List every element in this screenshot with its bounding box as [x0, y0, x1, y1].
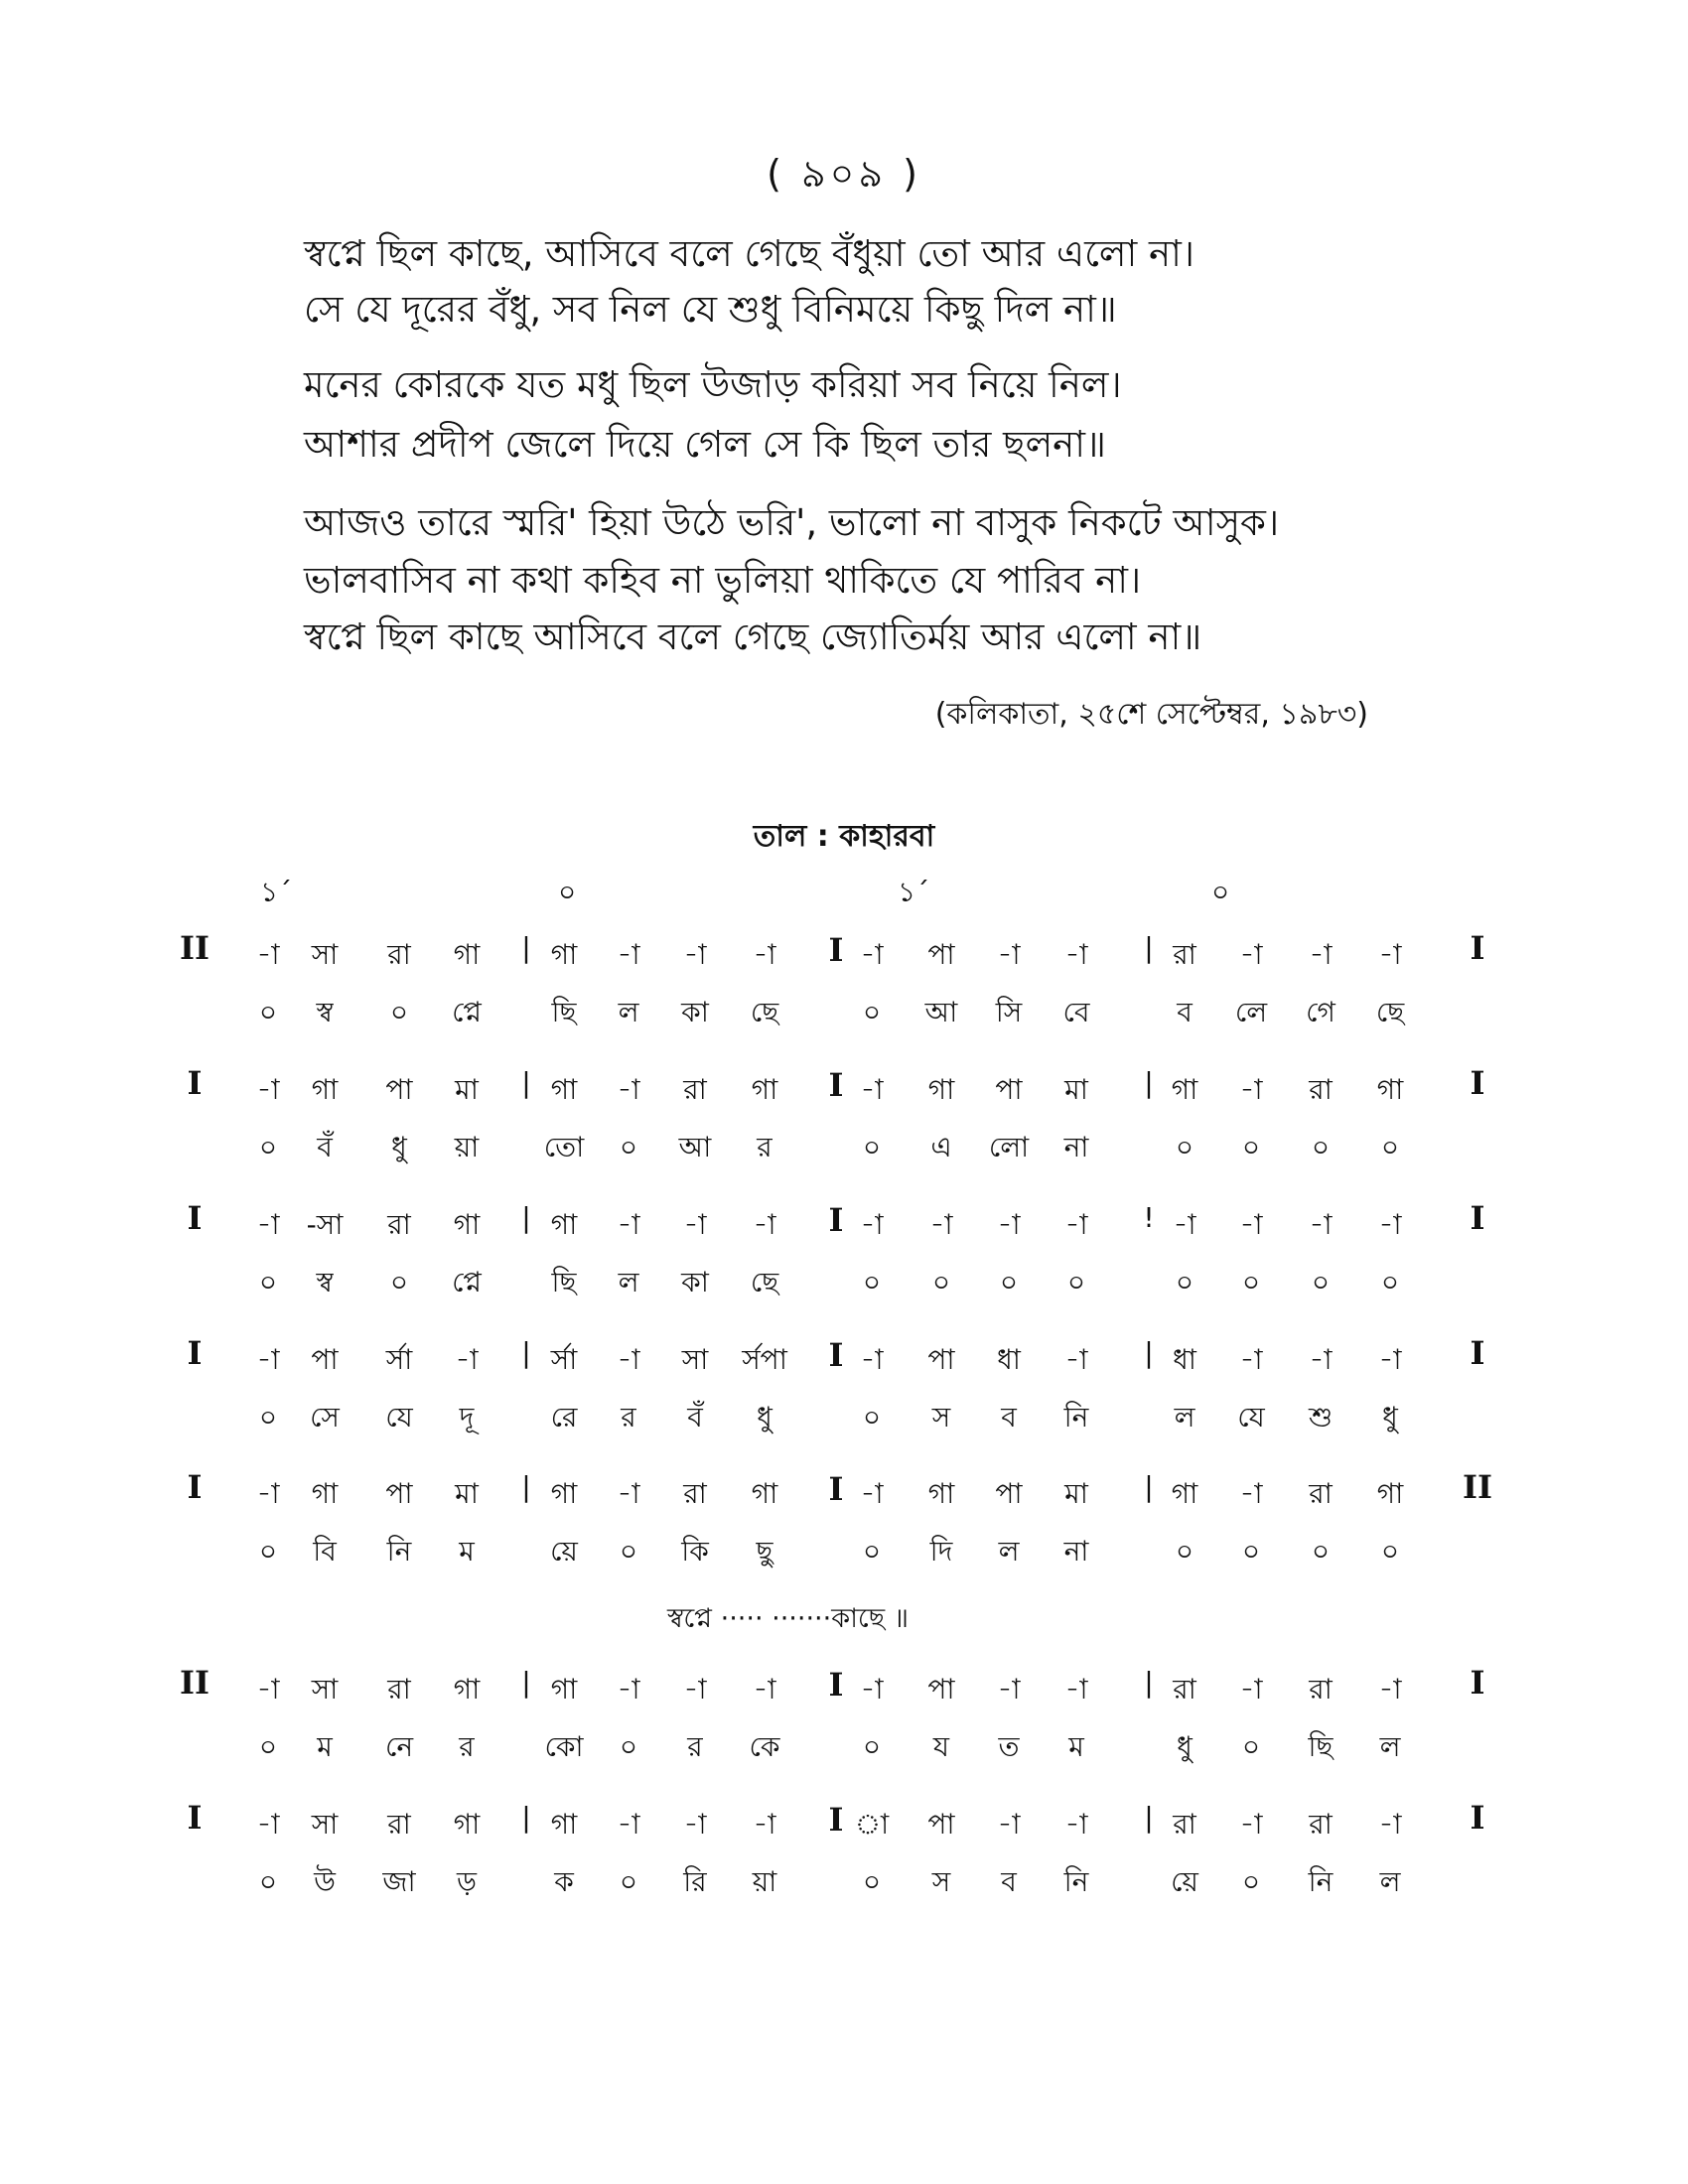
- swara-note: রা: [387, 1208, 411, 1241]
- beat-separator: I: [828, 1666, 844, 1704]
- swara-note: -া: [1239, 1073, 1263, 1106]
- lyric-syllable: স্ব: [316, 1266, 334, 1298]
- swara-note: গা: [550, 938, 578, 971]
- lyric-syllable: ০: [619, 1131, 638, 1163]
- swara-note: মা: [455, 1073, 479, 1106]
- lyric-syllable: র: [757, 1131, 773, 1163]
- lyric-syllable: তো: [543, 1131, 585, 1163]
- swara-note: গা: [550, 1073, 578, 1106]
- lyric-syllable: ০: [931, 1266, 951, 1298]
- lyric-syllable: র: [687, 1730, 703, 1763]
- lyric-syllable: বে: [1062, 996, 1090, 1028]
- swara-note: -া: [997, 1808, 1021, 1841]
- beat-separator: |: [1144, 1066, 1154, 1099]
- lyric-syllable: ল: [998, 1535, 1020, 1568]
- beat-separator: |: [521, 1336, 531, 1369]
- lyric-syllable: ধু: [1177, 1730, 1193, 1763]
- swara-note: রা: [1173, 1673, 1196, 1706]
- beat-separator: |: [521, 931, 531, 964]
- lyric-syllable: ০: [862, 1131, 882, 1163]
- lyric-syllable: ছে: [750, 1266, 779, 1298]
- lyric-syllable: ব: [1001, 1401, 1017, 1433]
- swara-note: রা: [1173, 938, 1196, 971]
- swara-note: র্সা: [550, 1343, 578, 1376]
- lyric-syllable: ০: [999, 1266, 1019, 1298]
- swara-note: গা: [453, 1208, 481, 1241]
- swara-note: গা: [453, 1808, 481, 1841]
- lyric-syllable: ০: [619, 1535, 638, 1568]
- lyric-syllable: যে: [385, 1401, 413, 1433]
- lyric-syllable: য: [932, 1730, 950, 1763]
- swara-note: সা: [311, 1808, 339, 1841]
- beat-separator: |: [1144, 1666, 1154, 1699]
- lyric-syllable: জা: [382, 1865, 416, 1898]
- lyric-line: আশার প্রদীপ জেলে দিয়ে গেল সে কি ছিল তার ছলনা॥: [304, 423, 1106, 466]
- lyric-syllable: ল: [618, 996, 639, 1028]
- swara-note: সা: [681, 1343, 709, 1376]
- lyric-syllable: উ: [314, 1865, 336, 1898]
- lyric-syllable: এ: [930, 1131, 952, 1163]
- swara-note: পা: [995, 1073, 1023, 1106]
- lyric-syllable: ছি: [551, 996, 577, 1028]
- swara-note: রা: [683, 1477, 707, 1510]
- lyric-syllable: কি: [681, 1535, 709, 1568]
- swara-note: সা: [311, 1673, 339, 1706]
- lyric-syllable: ০: [1241, 1131, 1261, 1163]
- lyric-syllable: বি: [313, 1535, 337, 1568]
- lyric-syllable: য়া: [752, 1865, 777, 1898]
- lyric-syllable: ০: [862, 1401, 882, 1433]
- lyric-syllable: ছে: [750, 996, 779, 1028]
- lyric-syllable: শু: [1308, 1401, 1334, 1433]
- swara-note: -া: [683, 1208, 707, 1241]
- lyric-syllable: ব: [1177, 996, 1193, 1028]
- lyric-syllable: গে: [1306, 996, 1336, 1028]
- beat-separator: |: [521, 1066, 531, 1099]
- lyric-syllable: ০: [1241, 1266, 1261, 1298]
- lyric-syllable: নি: [1063, 1401, 1089, 1433]
- lyric-line: সে যে দূরের বঁধু, সব নিল যে শুধু বিনিময়ে কিছু দিল না॥: [304, 288, 1117, 331]
- lyric-syllable: র: [621, 1401, 636, 1433]
- lyric-syllable: ০: [1066, 1266, 1086, 1298]
- lyric-syllable: ম: [1068, 1730, 1084, 1763]
- lyric-syllable: আ: [678, 1131, 712, 1163]
- lyric-syllable: দূ: [459, 1401, 475, 1433]
- beat-separator: I: [828, 1201, 844, 1239]
- swara-note: পা: [385, 1073, 413, 1106]
- swara-note: -া: [1378, 938, 1402, 971]
- lyric-syllable: ০: [1311, 1266, 1331, 1298]
- lyric-line: স্বপ্নে ছিল কাছে, আসিবে বলে গেছে বঁধুয়া তো আর এলো না।: [304, 232, 1196, 275]
- lyric-syllable: ছে: [1375, 996, 1405, 1028]
- swara-note: -া: [683, 938, 707, 971]
- beat-separator: |: [1144, 1470, 1154, 1503]
- swara-note: -া: [256, 1343, 280, 1376]
- lyric-syllable: না: [1063, 1131, 1089, 1163]
- lyric-syllable: প্নে: [452, 1266, 482, 1298]
- lyric-syllable: ০: [258, 1401, 278, 1433]
- swara-note: গা: [927, 1073, 955, 1106]
- swara-note: -া: [929, 1208, 953, 1241]
- lyric-line: আজও তারে স্মরি' হিয়া উঠে ভরি', ভালো না বাসুক নিকটে আসুক।: [304, 501, 1280, 544]
- swara-note: র্সা: [385, 1343, 413, 1376]
- swara-note: -া: [1309, 938, 1333, 971]
- swara-note: -া: [1378, 1208, 1402, 1241]
- lyric-syllable: ম: [459, 1535, 475, 1568]
- row-open-barline: I: [187, 1064, 203, 1102]
- swara-note: -া: [617, 1343, 640, 1376]
- lyric-syllable: লো: [988, 1131, 1030, 1163]
- lyric-syllable: না: [1063, 1535, 1089, 1568]
- row-open-barline: I: [187, 1468, 203, 1506]
- swara-note: -া: [997, 938, 1021, 971]
- swara-note: সা: [311, 938, 339, 971]
- row-close-barline: I: [1470, 1064, 1485, 1102]
- lyric-syllable: ছু: [756, 1535, 774, 1568]
- beat-separator: |: [521, 1201, 531, 1234]
- lyric-syllable: ০: [862, 1266, 882, 1298]
- swara-note: -া: [1309, 1343, 1333, 1376]
- swara-note: গা: [453, 1673, 481, 1706]
- lyric-syllable: ০: [619, 1730, 638, 1763]
- swara-note: -া: [1064, 1808, 1088, 1841]
- swara-note: -া: [1173, 1208, 1196, 1241]
- lyric-syllable: কো: [544, 1730, 584, 1763]
- beat-separator: |: [1144, 1336, 1154, 1369]
- lyric-syllable: ০: [1241, 1730, 1261, 1763]
- swara-note: গা: [550, 1208, 578, 1241]
- swara-note: রা: [1309, 1477, 1333, 1510]
- swara-note: -া: [617, 1673, 640, 1706]
- lyric-syllable: কা: [681, 1266, 709, 1298]
- lyric-syllable: ০: [1175, 1131, 1195, 1163]
- swara-note: রা: [387, 1673, 411, 1706]
- lyric-syllable: নি: [1308, 1865, 1334, 1898]
- lyric-syllable: ০: [258, 1266, 278, 1298]
- swara-note: -া: [997, 1208, 1021, 1241]
- beat-separator: !: [1143, 1201, 1155, 1234]
- swara-note: -া: [860, 1073, 884, 1106]
- beat-separator: |: [1144, 931, 1154, 964]
- row-close-barline: I: [1470, 1199, 1485, 1237]
- beat-separator: I: [828, 1336, 844, 1374]
- lyric-syllable: ০: [1311, 1131, 1331, 1163]
- swara-note: -সা: [306, 1208, 344, 1241]
- swara-note: -া: [1239, 1673, 1263, 1706]
- swara-note: গা: [1171, 1073, 1198, 1106]
- lyric-syllable: ক: [554, 1865, 574, 1898]
- lyric-syllable: ০: [1241, 1535, 1261, 1568]
- swara-note: পা: [927, 1343, 955, 1376]
- swara-note: -া: [1239, 1343, 1263, 1376]
- swara-note: -া: [617, 1073, 640, 1106]
- swara-note: -া: [1064, 938, 1088, 971]
- swara-note: পা: [927, 1673, 955, 1706]
- swara-note: মা: [1064, 1477, 1088, 1510]
- lyric-syllable: ০: [862, 1730, 882, 1763]
- swara-note: -া: [256, 1073, 280, 1106]
- lyric-syllable: বঁ: [687, 1401, 703, 1433]
- row-open-barline: I: [187, 1334, 203, 1372]
- swara-note: -া: [997, 1673, 1021, 1706]
- beat-separator: I: [828, 1801, 844, 1839]
- lyric-syllable: ০: [258, 996, 278, 1028]
- row-open-barline: I: [187, 1199, 203, 1237]
- swara-note: পা: [927, 938, 955, 971]
- swara-note: -া: [1309, 1208, 1333, 1241]
- swara-note: -া: [860, 1673, 884, 1706]
- beat-separator: |: [1144, 1801, 1154, 1834]
- beat-separator: |: [521, 1666, 531, 1699]
- swara-note: গা: [927, 1477, 955, 1510]
- lyric-syllable: ল: [618, 1266, 639, 1298]
- lyric-line: স্বপ্নে ছিল কাছে আসিবে বলে গেছে জ্যোতির্ময় আর এলো না॥: [304, 615, 1202, 658]
- lyric-syllable: প্নে: [452, 996, 482, 1028]
- swara-note: গা: [751, 1073, 778, 1106]
- beat-separator: |: [521, 1801, 531, 1834]
- swara-note: রা: [1309, 1673, 1333, 1706]
- swara-note: -া: [1239, 938, 1263, 971]
- lyric-syllable: ধু: [1382, 1401, 1398, 1433]
- swara-note: -া: [1064, 1343, 1088, 1376]
- lyric-syllable: ০: [1380, 1535, 1400, 1568]
- swara-note: -া: [683, 1673, 707, 1706]
- lyric-syllable: ০: [1380, 1266, 1400, 1298]
- swara-note: গা: [550, 1673, 578, 1706]
- dateline: (কলিকাতা, ২৫শে সেপ্টেম্বর, ১৯৮৩): [934, 697, 1368, 732]
- lyric-syllable: দি: [929, 1535, 953, 1568]
- lyric-syllable: ড়: [457, 1865, 477, 1898]
- lyric-syllable: স: [931, 1401, 951, 1433]
- lyric-syllable: ধু: [391, 1131, 407, 1163]
- lyric-syllable: সি: [995, 996, 1023, 1028]
- beat-mark: ১´: [898, 876, 930, 908]
- lyric-syllable: য়ে: [1171, 1865, 1198, 1898]
- swara-note: -া: [617, 1808, 640, 1841]
- swara-note: ধা: [1173, 1343, 1196, 1376]
- lyric-syllable: রে: [550, 1401, 578, 1433]
- swara-note: র্সপা: [742, 1343, 787, 1376]
- row-open-barline: II: [180, 1664, 210, 1702]
- swara-note: রা: [387, 1808, 411, 1841]
- lyric-syllable: ০: [1311, 1535, 1331, 1568]
- lyric-syllable: ০: [862, 1865, 882, 1898]
- lyric-syllable: ০: [258, 1535, 278, 1568]
- lyric-syllable: য়ে: [550, 1535, 578, 1568]
- swara-note: -া: [860, 1343, 884, 1376]
- swara-note: -া: [256, 1208, 280, 1241]
- lyric-syllable: ত: [998, 1730, 1020, 1763]
- beat-mark: ০: [558, 876, 577, 908]
- swara-note: -া: [1239, 1477, 1263, 1510]
- beat-separator: I: [828, 931, 844, 969]
- lyric-syllable: ছি: [1308, 1730, 1334, 1763]
- refrain-cue: স্বপ্নে ····· ·······কাছে ॥: [667, 1603, 909, 1634]
- swara-note: -া: [617, 938, 640, 971]
- swara-note: -া: [1239, 1208, 1263, 1241]
- swara-note: -া: [683, 1808, 707, 1841]
- swara-note: -া: [753, 938, 776, 971]
- swara-note: -া: [256, 1477, 280, 1510]
- swara-note: -া: [860, 938, 884, 971]
- lyric-syllable: ০: [258, 1131, 278, 1163]
- lyric-syllable: আ: [924, 996, 958, 1028]
- lyric-syllable: ০: [1241, 1865, 1261, 1898]
- row-close-barline: I: [1470, 929, 1485, 967]
- lyric-syllable: সে: [310, 1401, 340, 1433]
- swara-note: -া: [753, 1673, 776, 1706]
- swara-note: -া: [1378, 1343, 1402, 1376]
- swara-note: রা: [1309, 1808, 1333, 1841]
- swara-note: রা: [1173, 1808, 1196, 1841]
- swara-note: -া: [1064, 1673, 1088, 1706]
- lyric-syllable: বঁ: [317, 1131, 333, 1163]
- lyric-syllable: ল: [1379, 1730, 1401, 1763]
- swara-note: গা: [550, 1808, 578, 1841]
- lyric-syllable: ব: [1001, 1865, 1017, 1898]
- row-open-barline: I: [187, 1799, 203, 1837]
- swara-note: রা: [1309, 1073, 1333, 1106]
- swara-note: -া: [1239, 1808, 1263, 1841]
- swara-note: মা: [1064, 1073, 1088, 1106]
- beat-separator: I: [828, 1470, 844, 1508]
- swara-note: গা: [550, 1477, 578, 1510]
- swara-note: -া: [1378, 1808, 1402, 1841]
- lyric-syllable: কা: [681, 996, 709, 1028]
- row-close-barline: I: [1470, 1799, 1485, 1837]
- lyric-syllable: ০: [1175, 1266, 1195, 1298]
- lyric-syllable: ০: [862, 996, 882, 1028]
- row-close-barline: II: [1463, 1468, 1492, 1506]
- page-number: ( ৯০৯ ): [767, 152, 921, 196]
- lyric-line: ভালবাসিব না কথা কহিব না ভুলিয়া থাকিতে যে পারিব না।: [304, 559, 1142, 602]
- swara-note: গা: [1171, 1477, 1198, 1510]
- lyric-syllable: লে: [1234, 996, 1268, 1028]
- swara-note: গা: [1376, 1477, 1404, 1510]
- lyric-syllable: ০: [389, 1266, 409, 1298]
- swara-note: -া: [860, 1208, 884, 1241]
- lyric-syllable: ০: [258, 1730, 278, 1763]
- swara-note: -া: [753, 1208, 776, 1241]
- swara-note: মা: [455, 1477, 479, 1510]
- beat-separator: I: [828, 1066, 844, 1104]
- lyric-syllable: ০: [862, 1535, 882, 1568]
- swara-note: -া: [860, 1477, 884, 1510]
- swara-note: রা: [683, 1073, 707, 1106]
- swara-note: গা: [311, 1073, 339, 1106]
- lyric-syllable: র: [459, 1730, 475, 1763]
- swara-note: -া: [617, 1208, 640, 1241]
- lyric-syllable: নে: [384, 1730, 414, 1763]
- swara-note: -া: [256, 1673, 280, 1706]
- swara-note: -া: [1064, 1208, 1088, 1241]
- lyric-syllable: স: [931, 1865, 951, 1898]
- lyric-syllable: ল: [1379, 1865, 1401, 1898]
- swara-note: গা: [751, 1477, 778, 1510]
- lyric-syllable: ০: [389, 996, 409, 1028]
- lyric-syllable: ০: [619, 1865, 638, 1898]
- swara-note: -া: [753, 1808, 776, 1841]
- row-close-barline: I: [1470, 1664, 1485, 1702]
- swara-note: -া: [617, 1477, 640, 1510]
- swara-note: গা: [311, 1477, 339, 1510]
- lyric-syllable: য়া: [454, 1131, 480, 1163]
- swara-note: -া: [256, 1808, 280, 1841]
- lyric-syllable: নি: [386, 1535, 412, 1568]
- lyric-syllable: যে: [1237, 1401, 1265, 1433]
- lyric-syllable: ম: [317, 1730, 333, 1763]
- beat-mark: ১´: [260, 876, 293, 908]
- swara-note: রা: [387, 938, 411, 971]
- lyric-syllable: কে: [749, 1730, 780, 1763]
- swara-note: া: [854, 1808, 890, 1841]
- row-open-barline: II: [180, 929, 210, 967]
- beat-mark: ০: [1211, 876, 1230, 908]
- lyric-syllable: ০: [1175, 1535, 1195, 1568]
- swara-note: ধা: [997, 1343, 1021, 1376]
- swara-note: -া: [455, 1343, 479, 1376]
- lyric-syllable: ধু: [757, 1401, 773, 1433]
- row-close-barline: I: [1470, 1334, 1485, 1372]
- lyric-syllable: ০: [258, 1865, 278, 1898]
- beat-separator: |: [521, 1470, 531, 1503]
- tal-heading: তাল : কাহারবা: [753, 819, 935, 854]
- swara-note: -া: [256, 938, 280, 971]
- swara-note: -া: [1378, 1673, 1402, 1706]
- lyric-syllable: ছি: [551, 1266, 577, 1298]
- swara-note: গা: [1376, 1073, 1404, 1106]
- lyric-line: মনের কোরকে যত মধু ছিল উজাড় করিয়া সব নিয়ে নিল।: [304, 363, 1122, 406]
- swara-note: গা: [453, 938, 481, 971]
- swara-note: পা: [385, 1477, 413, 1510]
- lyric-syllable: নি: [1063, 1865, 1089, 1898]
- lyric-syllable: স্ব: [316, 996, 334, 1028]
- swara-note: পা: [927, 1808, 955, 1841]
- lyric-syllable: ০: [1380, 1131, 1400, 1163]
- lyric-syllable: ল: [1174, 1401, 1196, 1433]
- lyric-syllable: রি: [683, 1865, 707, 1898]
- swara-note: পা: [311, 1343, 339, 1376]
- swara-note: পা: [995, 1477, 1023, 1510]
